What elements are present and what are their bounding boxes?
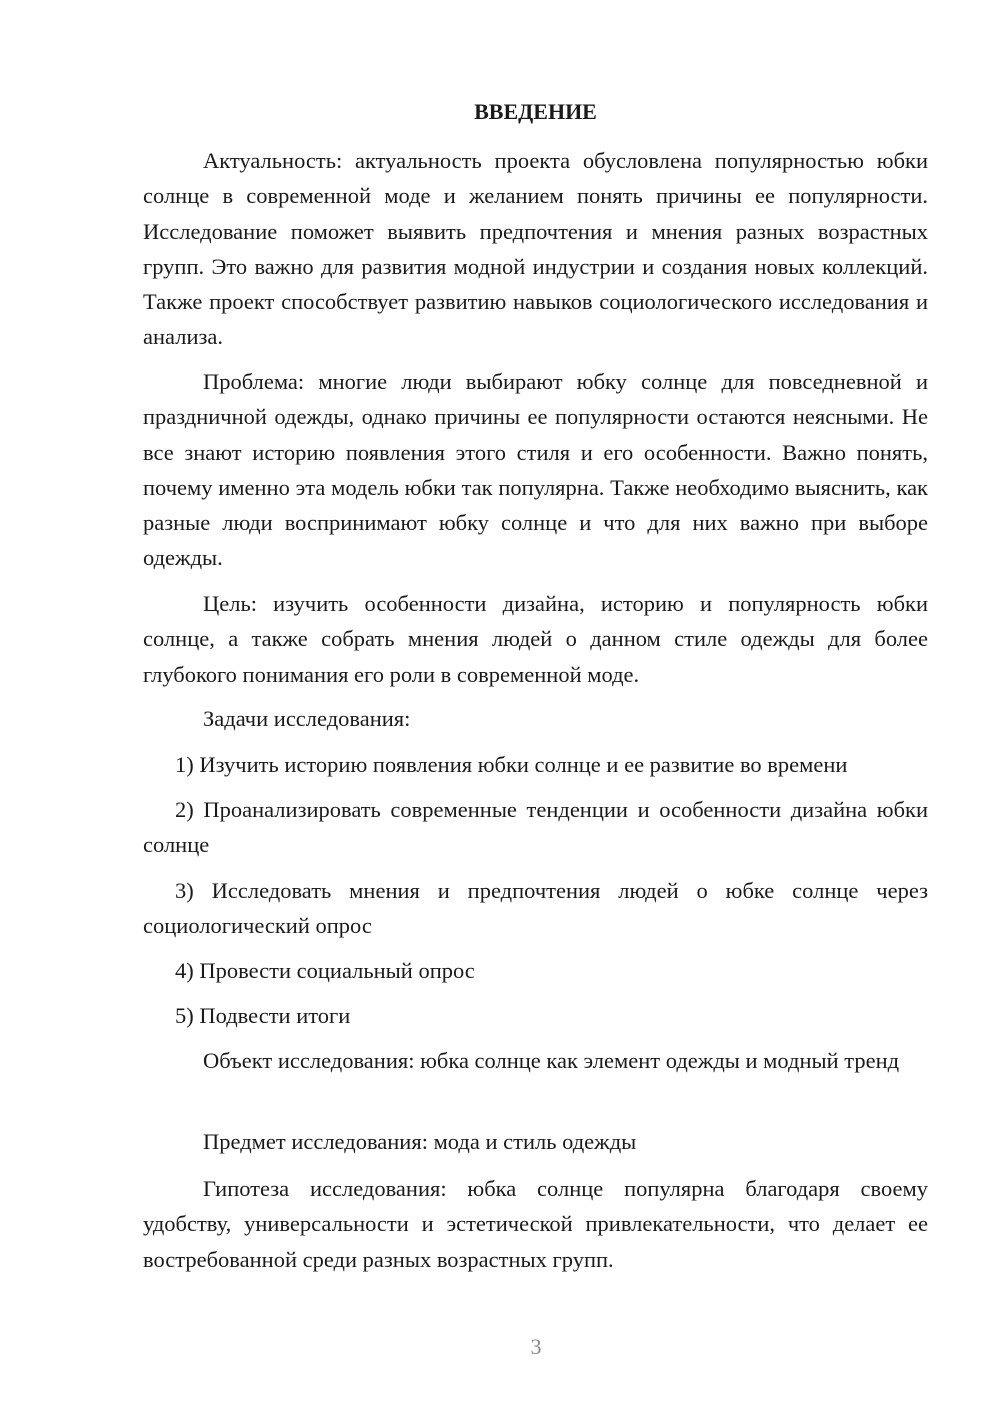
paragraph-subject: Предмет исследования: мода и стиль одежды: [203, 1129, 637, 1154]
paragraph-problem: Проблема: многие люди выбирают юбку солнце для повседневной и праздничной одежды, однако причины ее популярности остаются неясными. Не все знают историю появления этого стиля и его особенности. Важно понять, почему именно эта модель юбки так популярна. Также необходимо выяснить, как разные люди воспринимают юбку солнце и что для них важно при выборе одежды.: [143, 369, 928, 571]
paragraph-hypothesis: Гипотеза исследования: юбка солнце популярна благодаря своему удобству, универсальности и эстетической привлекательности, что делает ее востребованной среди разных возрастных групп.: [143, 1176, 928, 1272]
paragraph-relevance: Актуальность: актуальность проекта обусловлена популярностью юбки солнце в современной моде и желанием понять причины ее популярности. Исследование поможет выявить предпочтения и мнения разных возрастных групп. Это важно для развития модной индустрии и создания новых коллекций. Также проект способствует развитию навыков социологического исследования и анализа.: [143, 148, 928, 350]
task-item-3: 3) Исследовать мнения и предпочтения людей о юбке солнце через социологический опрос: [143, 878, 928, 939]
section-heading: ВВЕДЕНИЕ: [474, 99, 597, 124]
task-item-5: 5) Подвести итоги: [175, 1003, 351, 1028]
paragraph-goal: Цель: изучить особенности дизайна, историю и популярность юбки солнце, а также собрать мнения людей о данном стиле одежды для более глубокого понимания его роли в современной моде.: [143, 591, 928, 687]
task-item-2: 2) Проанализировать современные тенденции и особенности дизайна юбки солнце: [143, 797, 928, 858]
task-item-4: 4) Провести социальный опрос: [175, 958, 475, 983]
task-item-1: 1) Изучить историю появления юбки солнце и ее развитие во времени: [175, 752, 848, 777]
page-number: 3: [530, 1334, 542, 1359]
tasks-title: Задачи исследования:: [203, 706, 411, 731]
paragraph-object: Объект исследования: юбка солнце как элемент одежды и модный тренд: [203, 1048, 900, 1073]
